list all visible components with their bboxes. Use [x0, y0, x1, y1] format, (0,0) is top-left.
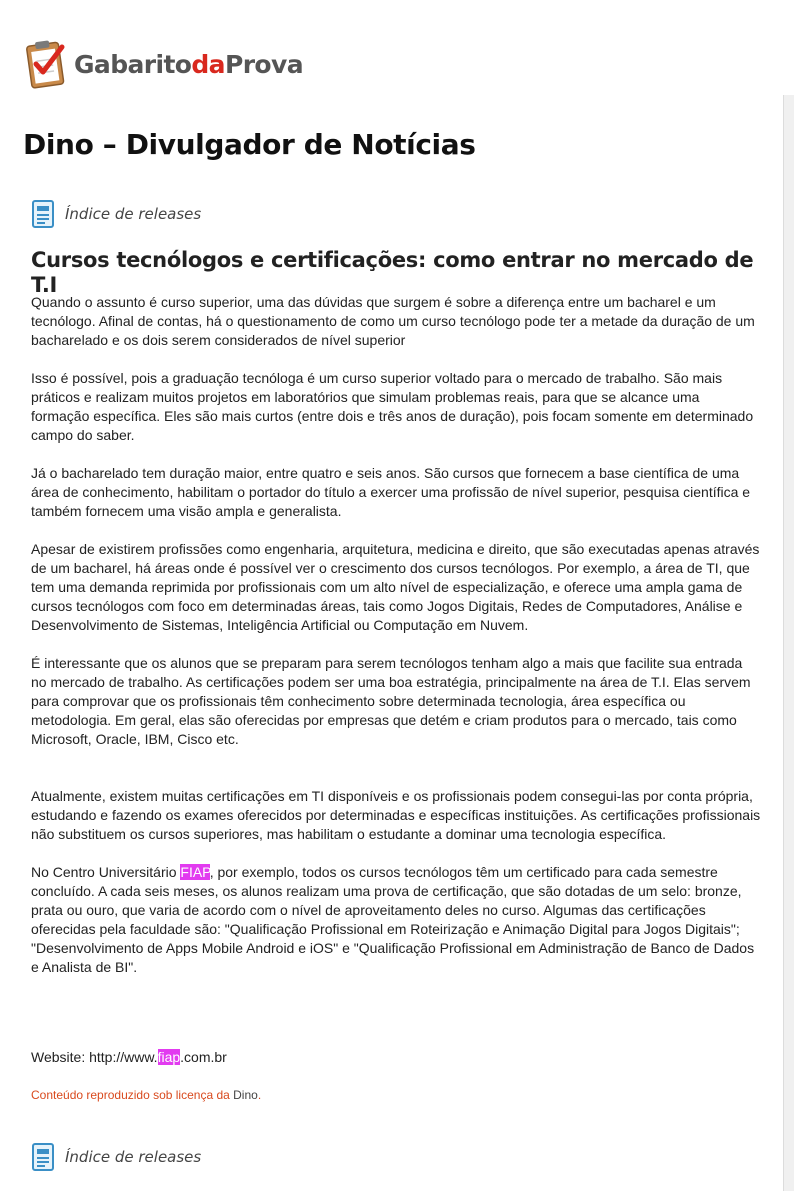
article-body: [31, 293, 761, 996]
release-index-label: Índice de releases: [65, 1148, 202, 1166]
release-index-link-bottom[interactable]: [31, 1143, 201, 1171]
article-title: Cursos tecnólogos e certificações: como entrar no mercado de T.I: [31, 248, 754, 298]
article-paragraph: Isso é possível, pois a graduação tecnóloga é um curso superior voltado para o mercado de trabalho. São mais práticos e realizam muitos projetos em laboratórios que simulam problemas reais, para que se alcance uma formação específica. Eles são mais curtos (entre dois e três anos de duração), pois focam somente em determinado campo do saber.: [31, 370, 754, 443]
article-paragraph: Atualmente, existem muitas certificações em TI disponíveis e os profissionais podem consegui-las por conta própria, estudando e fazendo os exames oferecidos por determinadas e específicas instituições. As certificações profissionais não substituem os cursos superiores, mas habilitam o estudante a dominar uma tecnologia específica.: [31, 788, 761, 842]
logo-part-3: Prova: [224, 49, 303, 79]
website-line: [31, 1049, 227, 1065]
release-index-link-top[interactable]: [31, 200, 201, 228]
article-paragraph: Apesar de existirem profissões como engenharia, arquitetura, medicina e direito, que são executadas apenas através de um bacharel, há áreas onde é possível ver o crescimento dos cursos tecnólogos. Por exemplo, a área de TI, que tem uma demanda reprimida por profissionais com um alto nível de especialização, e oferece uma ampla gama de cursos tecnólogos com foco em determinadas áreas, tais como Jogos Digitais, Redes de Computadores, Análise e Desenvolvimento de Sistemas, Inteligência Artificial ou Computação em Nuvem.: [31, 541, 760, 633]
document-icon: [31, 200, 55, 228]
article-paragraph: Quando o assunto é curso superior, uma das dúvidas que surgem é sobre a diferença entre um bacharel e um tecnólogo. Afinal de contas, há o questionamento de como um curso tecnólogo pode ter a metade da duração de um bacharelado e os dois serem considerados de nível superior: [31, 294, 755, 348]
article-paragraph-fiap: [31, 863, 761, 977]
document-icon: [31, 1143, 55, 1171]
license-text: Conteúdo reproduzido sob licença da: [31, 1088, 234, 1102]
website-suffix: .com.br: [180, 1049, 227, 1065]
fiap-highlight: FIAP: [180, 864, 210, 880]
license-end: .: [257, 1088, 262, 1102]
website-highlight: fiap: [157, 1049, 181, 1065]
logo-wordmark: [74, 49, 303, 79]
site-logo[interactable]: [24, 38, 303, 90]
right-scroll-edge: [783, 95, 794, 1191]
logo-part-2: da: [191, 49, 225, 79]
fiap-text-after: , por exemplo, todos os cursos tecnólogos têm um certificado para cada semestre concluído. A cada seis meses, os alunos realizam uma prova de certificação, que são dotadas de um selo: bronze, prata ou ouro, que varia de acordo com o nível de aproveitamento deles no curso. Algumas das certificações oferecidas pela faculdade são: "Qualificação Profissional em Roteirização e Animação Digital para Jogos Digitais"; "Desenvolvimento de Apps Mobile Android e iOS" e "Qualificação Profissional em Administração de Banco de Dados e Analista de BI".: [31, 864, 755, 975]
clipboard-check-icon: [24, 38, 68, 90]
page-title: Dino – Divulgador de Notícias: [23, 128, 476, 161]
article-paragraph: É interessante que os alunos que se preparam para serem tecnólogos tenham algo a mais que facilite sua entrada no mercado de trabalho. As certificações podem ser uma boa estratégia, principalmente na área de T.I. Elas servem para comprovar que os profissionais têm conhecimento sobre determinada tecnologia, área específica ou metodologia. Em geral, elas são oferecidas por empresas que detém e criam produtos para o mercado, tais como Microsoft, Oracle, IBM, Cisco etc.: [31, 655, 751, 747]
fiap-text-before: No Centro Universitário: [31, 864, 181, 880]
dino-link[interactable]: Dino: [233, 1088, 258, 1102]
release-index-label: Índice de releases: [65, 205, 202, 223]
logo-part-1: Gabarito: [74, 49, 192, 79]
article-paragraph: Já o bacharelado tem duração maior, entre quatro e seis anos. São cursos que fornecem a base científica de uma área de conhecimento, habilitam o portador do título a exercer uma profissão de nível superior, pesquisa científica e também fornecem uma visão ampla e generalista.: [31, 465, 751, 519]
license-note: [31, 1088, 261, 1102]
website-label: Website: http://www.: [31, 1049, 158, 1065]
